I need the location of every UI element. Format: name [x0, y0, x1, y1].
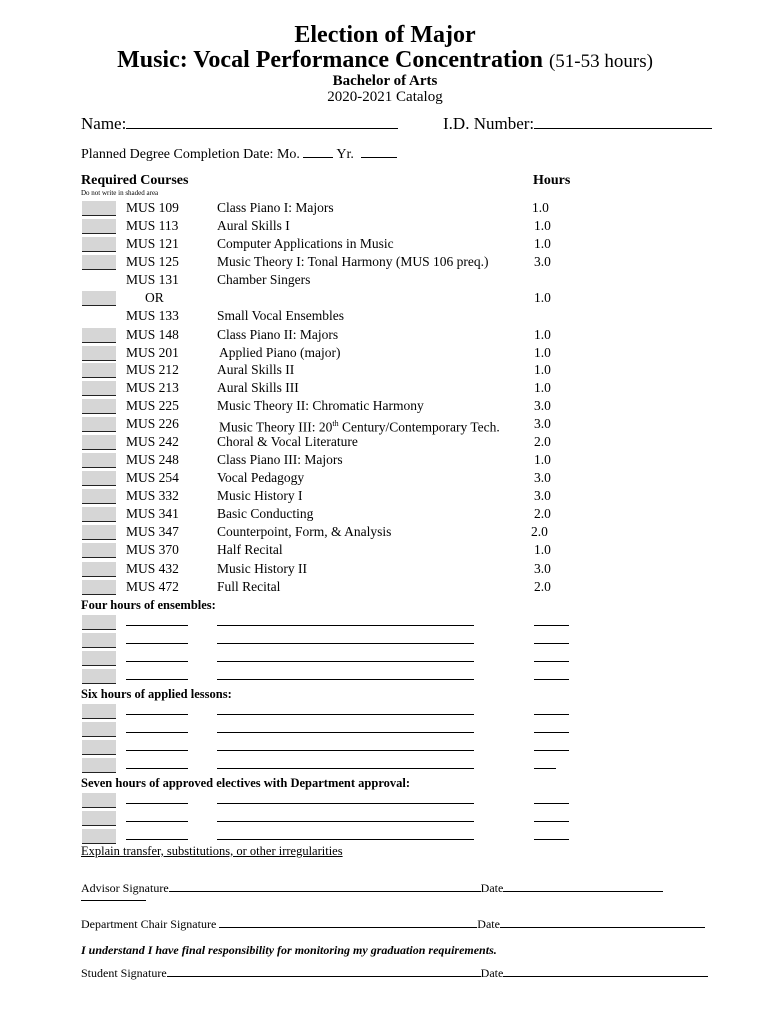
course-code-blank[interactable] — [126, 631, 188, 644]
course-title: Class Piano I: Majors — [217, 200, 334, 215]
course-code: MUS 131 — [126, 272, 179, 287]
course-code-blank[interactable] — [126, 613, 188, 626]
blank-row — [0, 827, 770, 845]
shaded-check-box — [82, 543, 116, 558]
chair-signature-line[interactable] — [219, 917, 477, 928]
blank-row — [0, 756, 770, 774]
course-title: Vocal Pedagogy — [217, 470, 305, 485]
advisor-signature-field — [81, 881, 663, 896]
course-title: Chamber Singers — [217, 272, 311, 287]
course-code-blank[interactable] — [126, 756, 188, 769]
shaded-check-box — [82, 291, 116, 306]
id-field — [443, 114, 712, 134]
course-code-blank[interactable] — [126, 702, 188, 715]
course-code: MUS 201 — [126, 345, 179, 360]
course-code-blank[interactable] — [126, 738, 188, 751]
course-title-blank[interactable] — [217, 649, 474, 662]
course-hours: 3.0 — [534, 398, 551, 413]
course-row — [0, 433, 770, 451]
course-code: MUS 226 — [126, 416, 179, 431]
course-hours: 3.0 — [534, 416, 551, 431]
hours-blank[interactable] — [534, 631, 569, 644]
course-hours: 1.0 — [534, 362, 551, 377]
shaded-check-box — [82, 811, 116, 826]
catalog-year: 2020-2021 Catalog — [327, 89, 443, 105]
advisor-signature-label: Advisor Signature — [81, 881, 169, 895]
course-code: MUS 125 — [126, 254, 179, 269]
course-title: Music History I — [217, 488, 303, 503]
hours-blank[interactable] — [534, 791, 569, 804]
course-hours: 1.0 — [532, 200, 549, 215]
course-title: Class Piano III: Majors — [217, 452, 343, 467]
course-title: Computer Applications in Music — [217, 236, 394, 251]
course-code-blank[interactable] — [126, 791, 188, 804]
course-title-blank[interactable] — [217, 667, 474, 680]
shaded-check-box — [82, 525, 116, 540]
course-row — [0, 415, 770, 433]
hours-blank[interactable] — [534, 702, 569, 715]
course-hours: 2.0 — [534, 434, 551, 449]
course-title: Applied Piano (major) — [219, 345, 341, 360]
blank-row — [0, 649, 770, 667]
course-row — [0, 560, 770, 578]
course-title: Full Recital — [217, 579, 281, 594]
id-line[interactable] — [534, 114, 712, 129]
course-code-blank[interactable] — [126, 809, 188, 822]
course-row — [0, 487, 770, 505]
shaded-check-box — [82, 740, 116, 755]
course-code: MUS 212 — [126, 362, 179, 377]
course-row — [0, 523, 770, 541]
shaded-check-box — [82, 615, 116, 630]
course-title: Class Piano II: Majors — [217, 327, 339, 342]
course-row — [0, 235, 770, 253]
course-title: Basic Conducting — [217, 506, 314, 521]
shaded-check-box — [82, 580, 116, 595]
student-signature-label: Student Signature — [81, 966, 167, 980]
chair-signature-label: Department Chair Signature — [81, 917, 217, 931]
course-row — [0, 199, 770, 217]
course-hours: 1.0 — [534, 452, 551, 467]
blank-row — [0, 738, 770, 756]
course-title-blank[interactable] — [217, 809, 474, 822]
shaded-check-box — [82, 219, 116, 234]
blank-row — [0, 702, 770, 720]
shaded-check-box — [82, 758, 116, 773]
course-row — [0, 361, 770, 379]
form-title: Election of Major — [294, 22, 476, 48]
advisor-date-label: Date — [480, 881, 504, 895]
id-label: I.D. Number: — [443, 114, 535, 133]
course-row — [0, 469, 770, 487]
chair-date-label: Date — [477, 917, 500, 931]
total-hours: (51-53 hours) — [548, 51, 653, 72]
course-title: Counterpoint, Form, & Analysis — [217, 524, 392, 539]
shaded-check-box — [82, 381, 116, 396]
lessons-heading: Six hours of applied lessons: — [81, 687, 232, 701]
course-code: MUS 254 — [126, 470, 179, 485]
shaded-check-box — [82, 507, 116, 522]
course-title-blank[interactable] — [217, 756, 474, 769]
shaded-check-box — [82, 829, 116, 844]
course-title: Aural Skills II — [217, 362, 295, 377]
course-row — [0, 578, 770, 596]
name-field — [81, 114, 398, 134]
student-signature-line[interactable] — [167, 966, 481, 977]
chair-date-line[interactable] — [500, 917, 705, 928]
hours-blank[interactable] — [534, 827, 569, 840]
course-hours: 2.0 — [534, 579, 551, 594]
course-hours: 2.0 — [531, 524, 548, 539]
course-code: MUS 133 — [126, 308, 179, 323]
course-row — [0, 541, 770, 559]
chair-signature-field — [81, 917, 705, 932]
course-code-blank[interactable] — [126, 720, 188, 733]
course-code-blank[interactable] — [126, 649, 188, 662]
shaded-check-box — [82, 328, 116, 343]
course-title-blank[interactable] — [217, 631, 474, 644]
hours-blank[interactable] — [534, 613, 569, 626]
shaded-check-box — [82, 399, 116, 414]
advisor-signature-line[interactable] — [169, 881, 481, 892]
hours-heading: Hours — [533, 173, 571, 188]
advisor-line-overflow — [81, 900, 146, 901]
month-line[interactable] — [303, 145, 333, 158]
shaded-check-box — [82, 346, 116, 361]
electives-heading: Seven hours of approved electives with Department approval: — [81, 776, 411, 790]
student-date-label: Date — [480, 966, 504, 980]
course-title: Music Theory I: Tonal Harmony (MUS 106 preq.) — [217, 254, 489, 269]
hours-blank[interactable] — [534, 738, 569, 751]
course-code: MUS 242 — [126, 434, 179, 449]
required-courses-heading: Required Courses — [81, 173, 189, 188]
shaded-check-box — [82, 363, 116, 378]
shaded-check-box — [82, 633, 116, 648]
blank-row — [0, 809, 770, 827]
course-hours: 3.0 — [534, 488, 551, 503]
course-code: MUS 370 — [126, 542, 179, 557]
yr-label: Yr. — [336, 147, 354, 162]
course-code: MUS 113 — [126, 218, 179, 233]
name-line[interactable] — [126, 114, 398, 129]
blank-row — [0, 720, 770, 738]
concentration-title: Music: Vocal Performance Concentration — [117, 47, 543, 73]
advisor-date-line[interactable] — [503, 881, 663, 892]
course-code: MUS 109 — [126, 200, 179, 215]
course-title: Music History II — [217, 561, 307, 576]
shaded-check-box — [82, 435, 116, 450]
course-hours: 3.0 — [534, 561, 551, 576]
course-code: MUS 332 — [126, 488, 179, 503]
course-code: MUS 347 — [126, 524, 179, 539]
shaded-check-box — [82, 201, 116, 216]
course-hours: 1.0 — [534, 290, 551, 305]
course-hours: 1.0 — [534, 327, 551, 342]
course-hours: 1.0 — [534, 380, 551, 395]
course-hours: 3.0 — [534, 470, 551, 485]
shaded-area-note: Do not write in shaded area — [81, 189, 159, 197]
course-code-blank[interactable] — [126, 827, 188, 840]
student-signature-field — [81, 966, 708, 981]
ensembles-heading: Four hours of ensembles: — [81, 598, 216, 612]
course-code: MUS 148 — [126, 327, 179, 342]
course-or: OR — [145, 290, 164, 305]
course-title: Small Vocal Ensembles — [217, 308, 344, 323]
hours-blank[interactable] — [534, 756, 556, 769]
course-code: MUS 225 — [126, 398, 179, 413]
course-hours: 3.0 — [534, 254, 551, 269]
shaded-check-box — [82, 704, 116, 719]
course-title: Music Theory III: 20th Century/Contemporary Tech. — [219, 419, 500, 435]
course-row — [0, 344, 770, 362]
course-title: Music Theory II: Chromatic Harmony — [217, 398, 424, 413]
course-code: MUS 213 — [126, 380, 179, 395]
course-title-blank[interactable] — [217, 827, 474, 840]
course-title-blank[interactable] — [217, 720, 474, 733]
responsibility-statement: I understand I have final responsibility for monitoring my graduation requirements. — [81, 943, 497, 957]
blank-row — [0, 631, 770, 649]
shaded-check-box — [82, 255, 116, 270]
planned-label: Planned Degree Completion Date: Mo. — [81, 147, 300, 162]
shaded-check-box — [82, 793, 116, 808]
course-code: MUS 432 — [126, 561, 179, 576]
course-row — [0, 271, 770, 289]
course-row — [0, 379, 770, 397]
course-title-blank[interactable] — [217, 791, 474, 804]
course-hours: 1.0 — [534, 236, 551, 251]
course-row — [0, 307, 770, 325]
course-title: Choral & Vocal Literature — [217, 434, 358, 449]
year-line[interactable] — [361, 145, 397, 158]
course-row — [0, 451, 770, 469]
irregularities-note: Explain transfer, substitutions, or other irregularities — [81, 844, 343, 858]
course-row — [0, 253, 770, 271]
shaded-check-box — [82, 417, 116, 432]
course-title: Aural Skills I — [217, 218, 290, 233]
course-title-blank[interactable] — [217, 738, 474, 751]
course-title-blank[interactable] — [217, 702, 474, 715]
course-row — [0, 505, 770, 523]
student-date-line[interactable] — [503, 966, 708, 977]
course-code: MUS 472 — [126, 579, 179, 594]
degree-name: Bachelor of Arts — [332, 73, 438, 89]
course-row — [0, 326, 770, 344]
course-hours: 1.0 — [534, 542, 551, 557]
blank-row — [0, 667, 770, 685]
blank-row — [0, 791, 770, 809]
course-row — [0, 289, 770, 307]
planned-completion — [81, 145, 397, 163]
shaded-check-box — [82, 453, 116, 468]
shaded-check-box — [82, 489, 116, 504]
shaded-check-box — [82, 669, 116, 684]
course-code-blank[interactable] — [126, 667, 188, 680]
course-code: MUS 248 — [126, 452, 179, 467]
hours-blank[interactable] — [534, 649, 569, 662]
shaded-check-box — [82, 722, 116, 737]
course-hours: 1.0 — [534, 218, 551, 233]
course-title-blank[interactable] — [217, 613, 474, 626]
blank-row — [0, 613, 770, 631]
course-row — [0, 217, 770, 235]
course-hours: 2.0 — [534, 506, 551, 521]
course-title: Half Recital — [217, 542, 283, 557]
shaded-check-box — [82, 471, 116, 486]
hours-blank[interactable] — [534, 809, 569, 822]
shaded-check-box — [82, 651, 116, 666]
course-title: Aural Skills III — [217, 380, 299, 395]
course-code: MUS 121 — [126, 236, 179, 251]
course-code: MUS 341 — [126, 506, 179, 521]
shaded-check-box — [82, 237, 116, 252]
shaded-check-box — [82, 562, 116, 577]
name-label: Name: — [81, 114, 127, 133]
course-hours: 1.0 — [534, 345, 551, 360]
hours-blank[interactable] — [534, 667, 569, 680]
hours-blank[interactable] — [534, 720, 569, 733]
course-row — [0, 397, 770, 415]
